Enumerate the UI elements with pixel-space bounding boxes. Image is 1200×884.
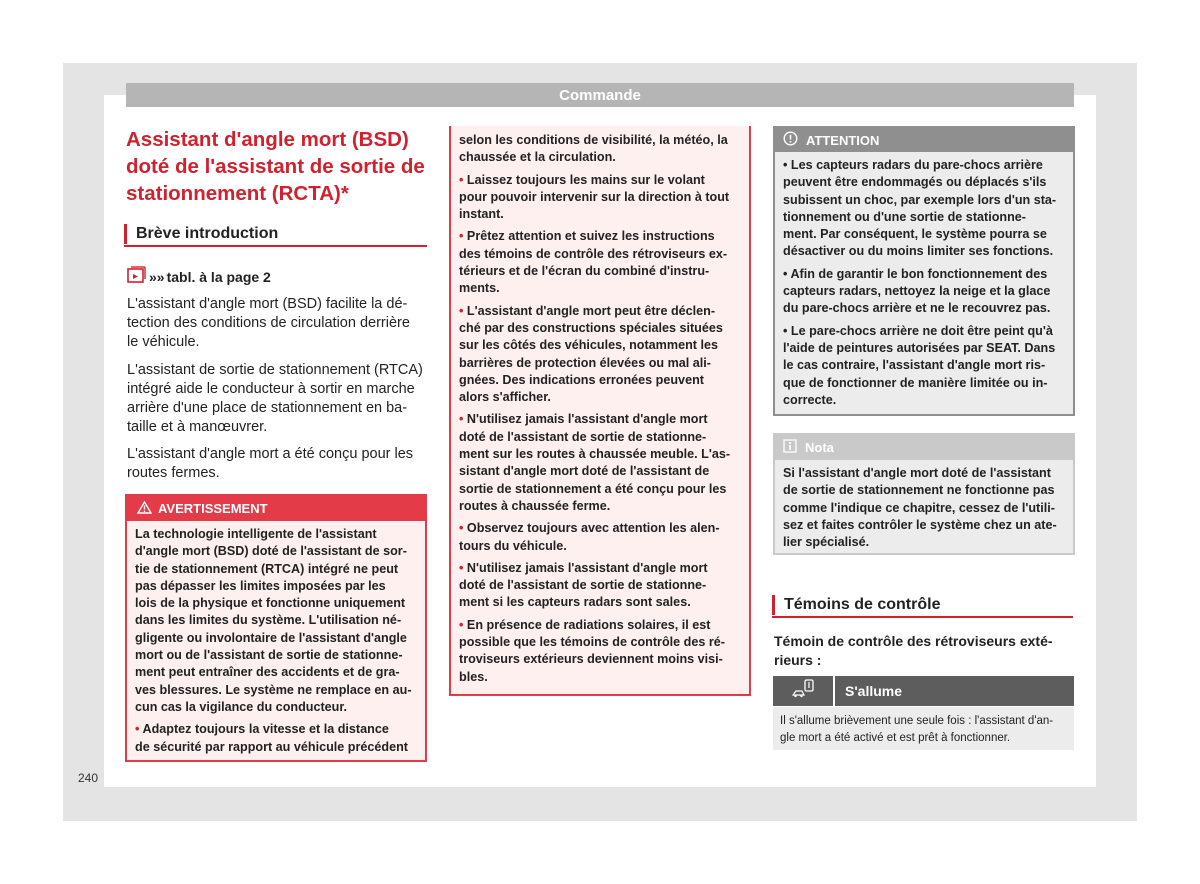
table-reference-link[interactable] <box>127 266 271 287</box>
warning-triangle-icon <box>137 501 152 517</box>
warning-paragraph: selon les conditions de visibilité, la météo, la chaussée et la circulation. <box>459 133 728 165</box>
blind-spot-mirror-icon <box>790 679 816 704</box>
warning-bullet: • Prêtez attention et suivez les instructions des témoins de contrôle des rétroviseurs ex- térieurs et de l'écran du combiné d'instru- ments. <box>459 229 728 296</box>
section-title-intro: Brève introduction <box>124 224 278 244</box>
title-line: stationnement (RCTA)* <box>126 182 349 205</box>
warning-bullet: • Laissez toujours les mains sur le volant pour pouvoir intervenir sur la direction à tout instant. <box>459 172 730 222</box>
intro-paragraphs <box>127 295 427 483</box>
warning-bullet: • Observez toujours avec attention les alen- tours du véhicule. <box>459 521 720 553</box>
indicator-table-header <box>773 676 1074 706</box>
section-rule <box>124 245 427 247</box>
indicator-status-label: S'allume <box>845 683 903 699</box>
warning-header <box>127 496 425 521</box>
note-header <box>775 435 1073 460</box>
warning-box <box>125 494 427 762</box>
attention-header <box>775 128 1073 152</box>
ref-text: tabl. à la page 2 <box>166 268 271 285</box>
attention-body <box>775 152 1073 409</box>
paragraph: L'assistant de sortie de stationnement (RTCA) intégré aide le conducteur à sortir en marche arrière d'une place de stationnement en ba- taille et à manœuvrer. <box>127 362 423 435</box>
article-title <box>126 126 426 207</box>
warning-bullet: • L'assistant d'angle mort peut être déclen- ché par des constructions spéciales situées sur les côtés des véhicules, notamment les barrières de protection élevées ou mal ali- gnées. Des indications erronées peuvent alors s'afficher. <box>459 303 723 405</box>
attention-title: ATTENTION <box>806 132 880 148</box>
indicator-table-row: Il s'allume brièvement une seule fois : l'assistant d'an- gle mort a été activé et est prêt à fonctionner. <box>773 707 1074 750</box>
paragraph: L'assistant d'angle mort a été conçu pour les routes fermes. <box>127 446 414 481</box>
page-number: 240 <box>78 771 99 785</box>
note-box <box>773 433 1075 555</box>
book-icon <box>127 266 147 287</box>
note-title: Nota <box>805 440 834 455</box>
section-title-indicators: Témoins de contrôle <box>772 595 940 615</box>
attention-bullet: • Afin de garantir le bon fonctionnement des capteurs radars, nettoyez la neige et la glace du pare-chocs arrière et ne le recouvrez pas. <box>783 266 1051 316</box>
indicator-subtitle: Témoin de contrôle des rétroviseurs exté- rieurs : <box>774 633 1053 668</box>
note-body: Si l'assistant d'angle mort doté de l'assistant de sortie de stationnement ne fonctionne pas comme l'indique ce chapitre, cessez de l'utili- sez et faites contrôler le système chez un ate- lier spécialisé. <box>783 466 1057 550</box>
chapter-header: Commande <box>126 83 1074 107</box>
exclamation-circle-icon <box>783 131 798 149</box>
title-line: Assistant d'angle mort (BSD) <box>126 128 409 151</box>
attention-bullet: • Les capteurs radars du pare-chocs arrière peuvent être endommagés ou déplacés s'ils subissent un choc, par exemple lors d'un sta- tionnement ou d'une sortie de stationne- ment. Par conséquent, le système pourra se désactiver ou du moins limiter ses fonctions. <box>783 158 1057 259</box>
section-rule <box>772 616 1073 618</box>
attention-bullet: • Le pare-chocs arrière ne doit être peint qu'à l'aide de peintures autorisées par SEAT. Dans le cas contraire, l'assistant d'angle mort ris- que de fonctionner de manière limitée ou in- correcte. <box>783 323 1056 407</box>
warning-bullet: • En présence de radiations solaires, il est possible que les témoins de contrôle des ré- troviseurs extérieurs deviennent moins visi- bles. <box>459 617 725 684</box>
warning-bullet: • N'utilisez jamais l'assistant d'angle mort doté de l'assistant de sortie de stationne- ment si les capteurs radars sont sales. <box>459 560 708 610</box>
warning-box-continued <box>449 126 751 696</box>
warning-bullet: • N'utilisez jamais l'assistant d'angle mort doté de l'assistant de sortie de stationne- ment sur les routes à chaussée meuble. L'as- sistant d'angle mort doté de l'assistant de sortie de stationnement a été conçu pour les routes à chaussée ferme. <box>459 412 731 513</box>
info-icon <box>783 439 797 456</box>
warning-title: AVERTISSEMENT <box>158 501 268 516</box>
title-line: doté de l'assistant de sortie de <box>126 155 425 178</box>
paragraph: L'assistant d'angle mort (BSD) facilite la dé- tection des conditions de circulation derrière le véhicule. <box>127 296 410 350</box>
attention-box <box>773 126 1075 416</box>
warning-body <box>451 126 749 686</box>
warning-body <box>127 521 425 756</box>
warning-paragraph: La technologie intelligente de l'assistant d'angle mort (BSD) doté de l'assistant de sor- tie de stationnement (RTCA) intégré ne peut pas dépasser les limites imposées par les lois de la physique et fonctionne uniquement dans les limites du système. L'utilisation né- gligente ou involontaire de l'assistant d'angle mort ou de l'assistant de sortie de stationne- ment peut entraîner des accidents et de gra- ves blessures. Le système ne remplace en au- cun cas la vigilance du conducteur. <box>135 527 412 714</box>
warning-bullet: • Adaptez toujours la vitesse et la distance de sécurité par rapport au véhicule précédent <box>135 722 408 754</box>
indicator-icon-cell <box>773 676 835 706</box>
ref-arrows: »» <box>149 268 165 285</box>
